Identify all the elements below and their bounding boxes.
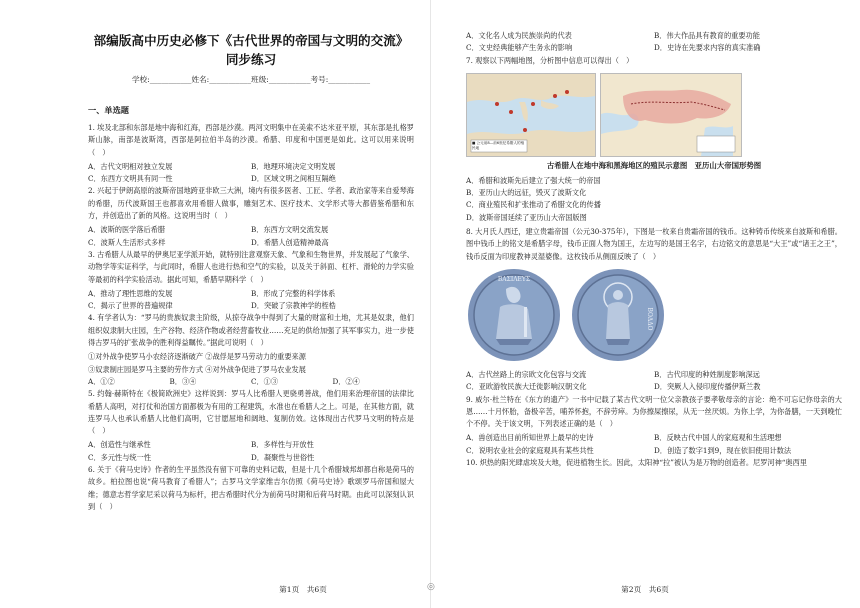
question-6 <box>88 464 414 511</box>
alexander-empire-map <box>600 73 742 157</box>
document-title: 部编版高中历史必修下《古代世界的帝国与文明的交流》同步练习 <box>93 34 409 67</box>
page-number-right: 第2页 共6页 <box>621 585 669 594</box>
coin-figures <box>466 267 842 363</box>
option-d: D．凝聚性与世俗性 <box>251 452 315 462</box>
option-row <box>466 432 842 444</box>
option-c: C．波斯人生活形式多样 <box>88 237 166 247</box>
question-stem: 3. 古希腊人从最早的伊奥尼亚学派开始，就特别注意观察天象、气象和生物世界，并发展起了气象学、动物学等实证科学，与此同时，希腊人也进行热和空气的实验，以及关于斜面、杠杆、滑轮的力学实验等最初的科学实验活动。据此可知，希腊早期科学（ ） <box>88 249 414 284</box>
option-b: B．亚历山大的远征，毁灭了波斯文化 <box>466 188 587 198</box>
question-stem: 4. 有学者认为：“罗马的贵族奴隶主阶级，从掠夺战争中得到了大量的财富和土地，尤其是奴隶，他们组织奴隶制大庄园，生产谷物、经济作物或者经营畜牧业……充足的供给加强了其军事实力，进一步使得古罗马的扩张战争的胜利得益瞩传。”据此可说明（ ） <box>88 313 414 348</box>
section-heading: 一、单选题 <box>88 105 129 115</box>
option-row <box>88 439 414 451</box>
option-a: A．文化名人成为民族崇尚的代表 <box>466 31 572 40</box>
question-stem: 8. 大月氏人西迁，建立贵霜帝国（公元30-375年），下图是一枚来自贵霜帝国的钱币。这种铸币传统来自波斯和希腊。图中钱币上的铭文是希腊字母，钱币正面人物为国王，左边写的是国王名字，右边铭文的意思是“大王”或“诸王之王”，钱币反面为印度教神灵湿婆像。这枚钱币从侧面反映了（ ） <box>466 227 842 261</box>
option-row <box>466 42 842 54</box>
binding-mark: ◎ <box>427 582 435 592</box>
question-stem: 7. 观察以下两幅地图，分析图中信息可以得出（ ） <box>466 55 634 65</box>
option-row <box>88 300 414 312</box>
map-caption: 古希腊人在地中海和黑海地区的殖民示意图 亚历山大帝国形势图 <box>546 160 762 170</box>
option-c: C．揭示了世界的普遍规律 <box>88 301 173 311</box>
option-c: C．文史经典能够产生务永的影响 <box>466 43 573 53</box>
page-number-left: 第1页 共6页 <box>279 585 327 594</box>
question-4 <box>88 312 414 388</box>
option-b: B．东西方文明交流发展 <box>251 225 329 235</box>
option-b: B．多样性与开放性 <box>251 440 314 450</box>
question-1 <box>88 122 414 185</box>
option-d: D．波斯帝国延续了亚历山大帝国版图 <box>466 212 587 222</box>
option-c: C．商业殖民和扩张推动了希腊文化的传播 <box>466 200 601 210</box>
question-stem: 5. 约翰·赫斯特在《极简欧洲史》这样说到：罗马人比希腊人更骁勇善战，他们用来治理帝国的法律比希腊人高明，对打仗和治国方面都极为有用的工程建筑，水准也在希腊人之上。可是，在其他方面，就连罗马人也承认希腊人比他们高明，它甘愿屈地和阔地、复制仿效。这体现出古代罗马文明的特点是（ ） <box>88 389 414 436</box>
question-2 <box>88 185 414 248</box>
option-d: D．突破了宗教神学的桎梏 <box>251 301 336 311</box>
option-row <box>88 161 414 173</box>
question-10 <box>466 457 842 469</box>
coin-inscription: ΒΟΔΔΟ <box>646 307 653 331</box>
option-row <box>88 237 414 249</box>
question-5 <box>88 388 414 464</box>
option-c: C．东西方文明具有同一性 <box>88 174 173 184</box>
question-stem: 2. 兴起于伊朗高原的波斯帝国地跨亚非欧三大洲，境内有很多医者、工匠、学者、政治家等来自爱琴海的希腊，历代波斯国王也都喜欢用希腊人做事，雕刻艺术、医疗技术、文学形式等大都借鉴希腊和东方，并创造出了新的风格。这说明当时（ ） <box>88 186 414 221</box>
question-7 <box>466 55 842 224</box>
option-d: D．希腊人创造精神最高 <box>251 237 329 247</box>
option-a: A．古代丝路上的宗欧文化包容与交流 <box>466 369 587 379</box>
option-a: A．波斯的医学落后希腊 <box>88 225 166 235</box>
option-b: B．古代印度的种姓制度影响深远 <box>654 369 760 379</box>
question-stem: 1. 埃及北部和东部是地中海和红海，西部是沙漠。两河文明集中在美索不达米亚平原，其东部是扎格罗斯山脉，南部是波斯湾，西部是阿拉伯半岛的沙漠。希腊、印度和中国更是如此。这可以用来说明（ ） <box>88 123 414 157</box>
option-d: D．区域文明之间相互隔绝 <box>251 174 336 184</box>
statement-line: ③奴隶制庄园是罗马主要的劳作方式 ④对外战争促进了罗马农业发展 <box>88 364 306 374</box>
question-6-continued <box>466 30 842 55</box>
question-8 <box>466 226 842 393</box>
question-9 <box>466 394 842 457</box>
question-3 <box>88 249 414 312</box>
statement-line: ①对外战争使罗马小农经济逐渐破产 ②战俘是罗马劳动力的重要来源 <box>88 352 306 362</box>
greek-colonies-map <box>466 73 596 157</box>
option-b: B．③④ <box>169 376 197 386</box>
question-stem: 9. 威尔·杜兰特在《东方的遗产》一书中记载了某古代文明一位父亲教孩子要孝敬母亲的言论：绝不可忘记你母亲的大恩……十月怀胎，备极辛苦，哺养怀抱，不辞劳瘁。为你擦屎擦尿，从无一丝厌烦。为你上学，为你备膳，一天到晚忙个不停。关于该文明，下列表述正确的是（ ） <box>466 394 842 429</box>
question-stem: 10. 炽热的阳光肆虐埃及大地，促进植物生长。因此，太阳神“拉”被认为是万物的创造者。尼罗河神“奥西里 <box>466 458 807 468</box>
option-d: D．②④ <box>332 376 360 386</box>
coin-reverse <box>570 267 666 363</box>
option-c: C．①③ <box>251 376 279 386</box>
option-a: A．希腊和波斯先后建立了强大统一的帝国 <box>466 175 601 185</box>
page-right <box>430 0 860 608</box>
student-info-line: 学校:___________姓名:___________班级:___________考号:___________ <box>131 75 371 84</box>
option-d: D．史诗在先要求内容的真实准确 <box>654 43 761 53</box>
option-d: D．突厥人入侵印度传播伊斯兰教 <box>654 382 761 392</box>
option-row <box>88 173 414 185</box>
option-b: B．反映古代中国人的家庭观和生活理想 <box>654 433 782 443</box>
option-c: C．亚欧游牧民族大迁徙影响汉朝文化 <box>466 382 587 392</box>
map-figures <box>466 73 842 157</box>
option-d: D．创造了数字1到9，现在依旧使用计数法 <box>654 445 792 455</box>
option-row <box>88 224 414 236</box>
option-c: C．说明农业社会的家庭观具有某些共性 <box>466 445 594 455</box>
option-row <box>466 30 842 42</box>
coin-obverse <box>466 267 562 363</box>
option-a: A．古代文明相对独立发展 <box>88 161 173 171</box>
map-legend: ■ 公元前8—前6世纪希腊人的殖民地 <box>472 140 525 150</box>
option-row <box>88 376 414 388</box>
option-a: A．创造性与继承性 <box>88 440 151 450</box>
option-b: B．地理环境决定文明发展 <box>251 161 336 171</box>
option-row <box>466 381 842 393</box>
option-c: C．多元性与统一性 <box>88 452 152 462</box>
option-row <box>466 369 842 381</box>
coin-inscription: ΒΑΣΙΛΕΥΣ <box>497 275 531 283</box>
option-row <box>466 445 842 457</box>
option-row <box>88 452 414 464</box>
option-row <box>88 288 414 300</box>
option-b: B．伟大作品具有教育的重要功能 <box>654 31 760 40</box>
option-a: A．①② <box>88 376 115 386</box>
option-a: A．兽创造出目前所知世界上最早的史诗 <box>466 433 594 443</box>
option-b: B．形成了完整的科学体系 <box>251 288 336 298</box>
option-a: A．推动了理性思维的发展 <box>88 288 173 298</box>
question-stem: 6. 关于《荷马史诗》作者的生平虽然没有留下可靠的史料记载，但是十几个希腊城邦却都自称是荷马的故乡。柏拉图也说“荷马教育了希腊人”；古罗马文学家维吉尔仿照《荷马史诗》歌颂罗马帝国和屋大维；德意志哲学家尼采以荷马为标杆，把古希腊时代分为前荷马时期和后荷马时期。由此可以深刻认识到（ ） <box>88 465 414 511</box>
